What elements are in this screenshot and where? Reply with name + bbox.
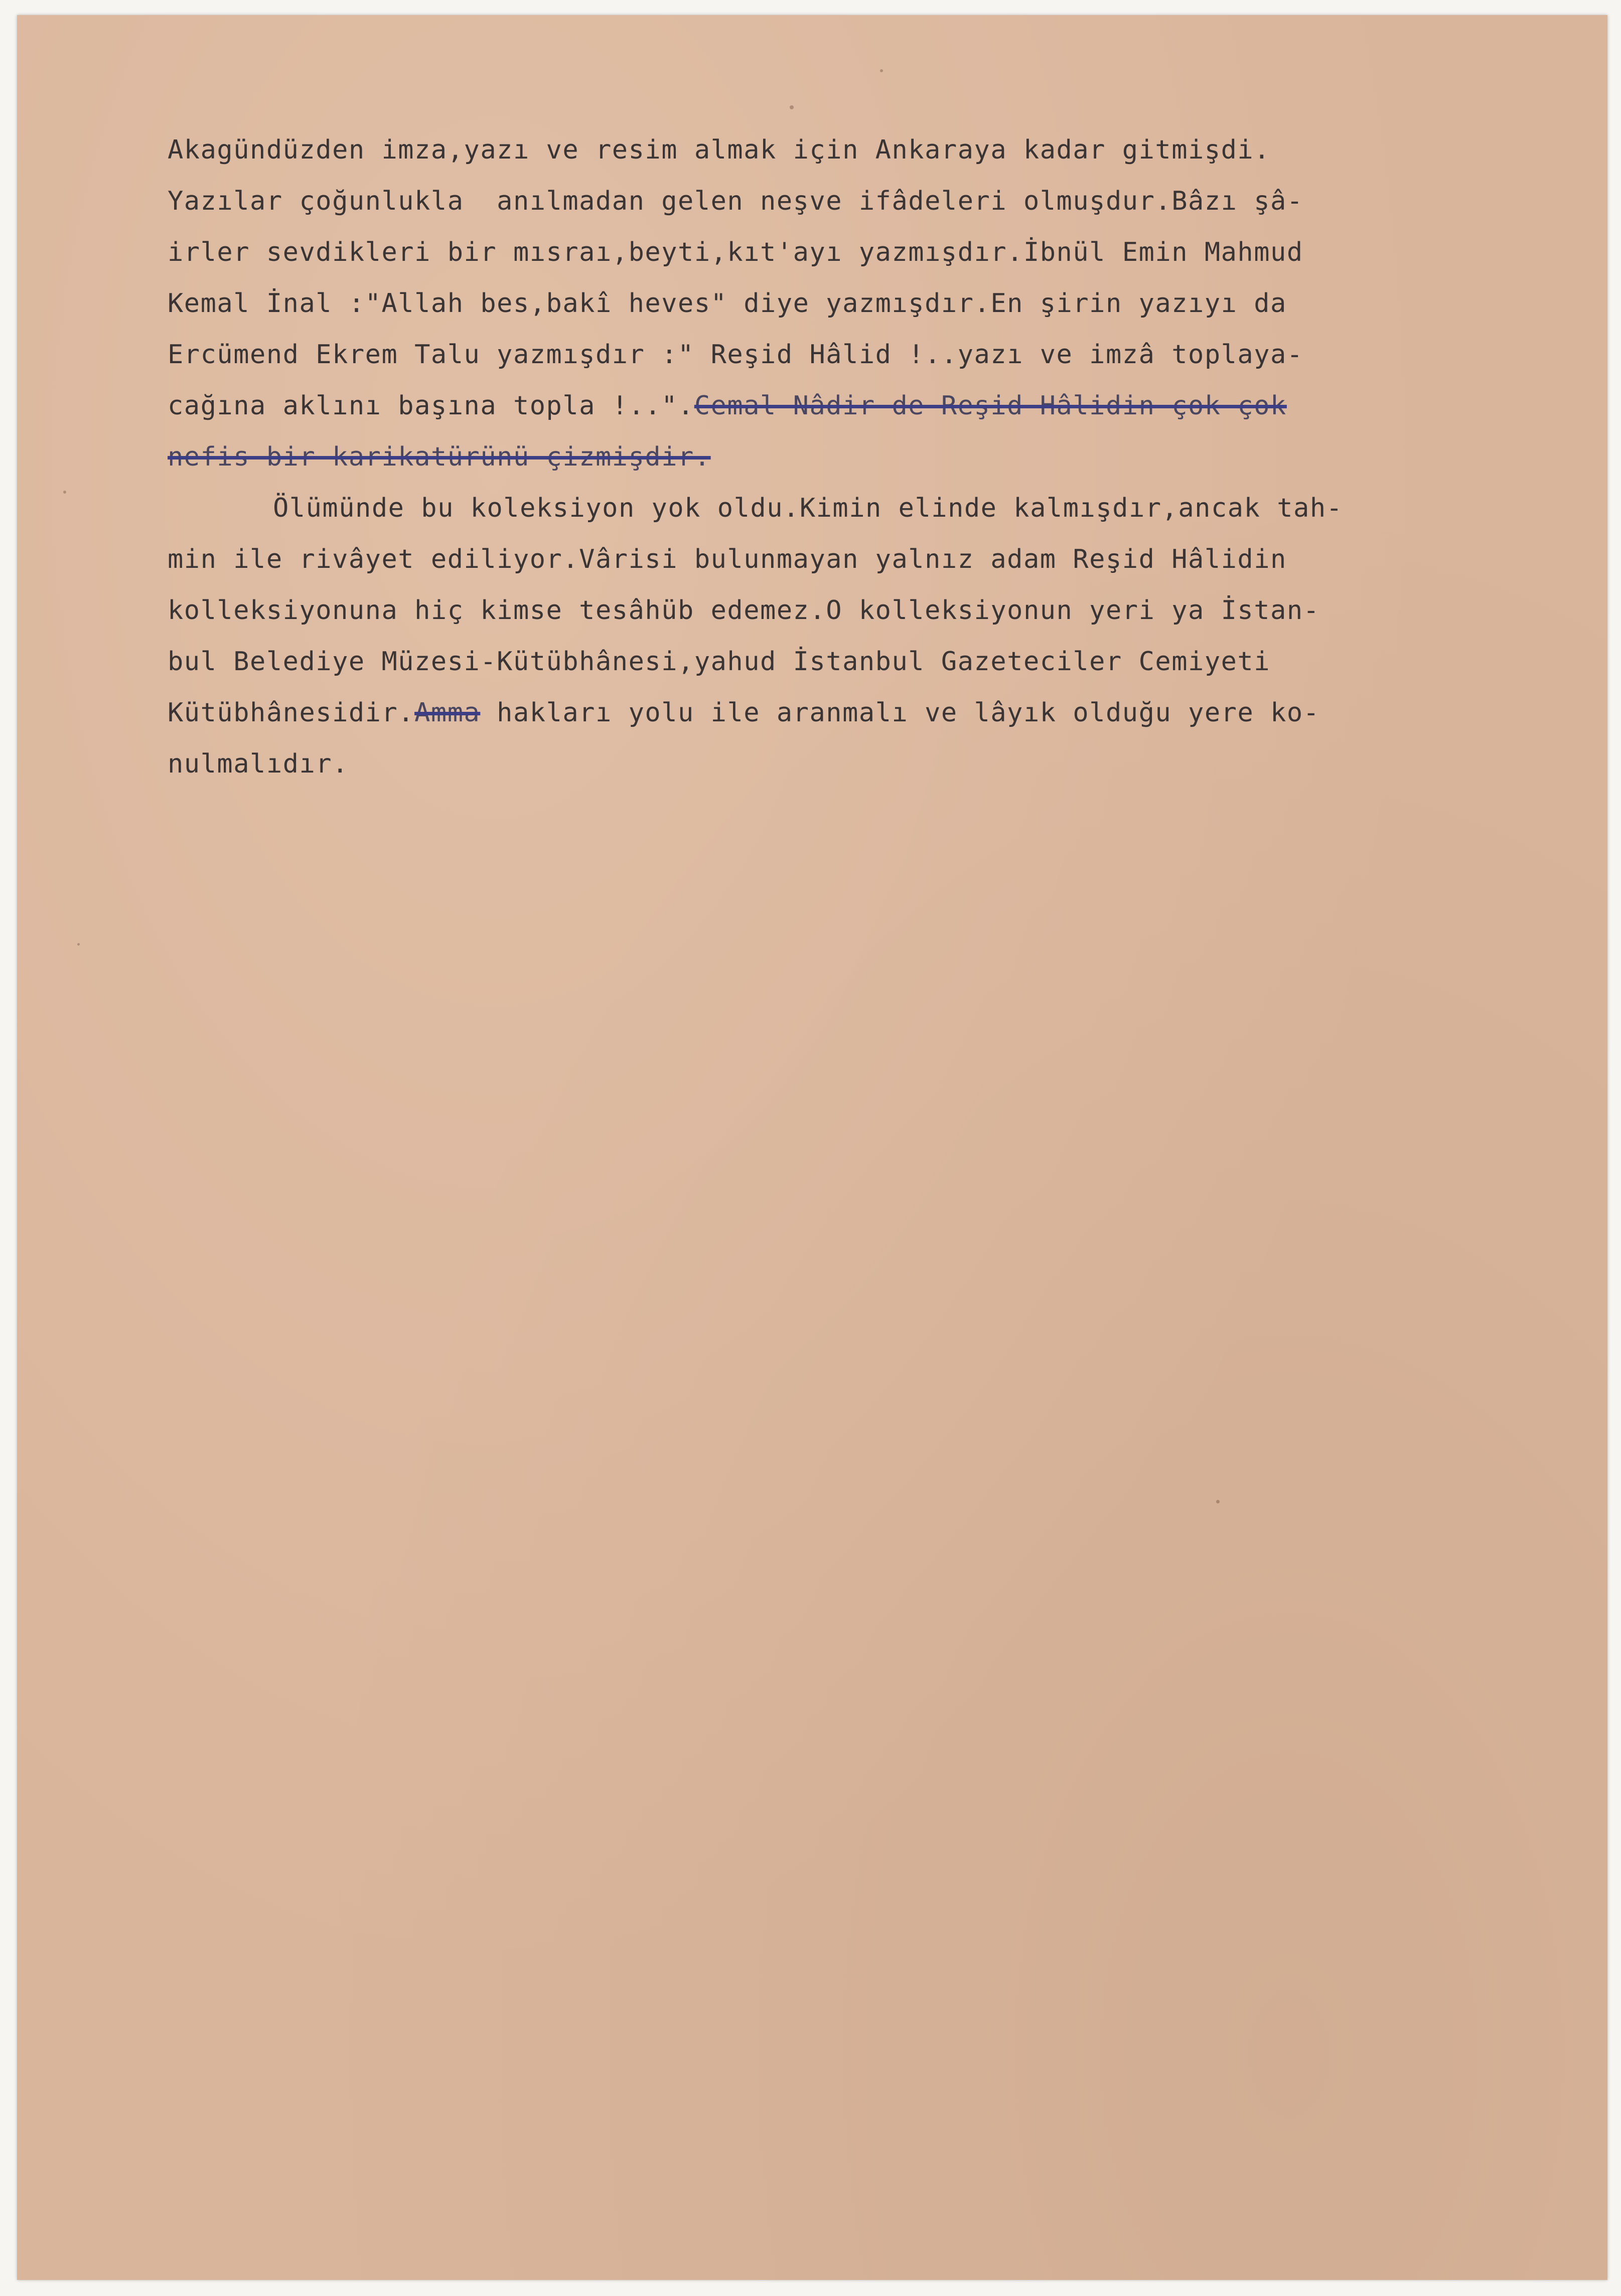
text-line: Akagündüzden imza,yazı ve resim almak için Ankaraya kadar gitmişdi. (168, 135, 1271, 165)
struck-text: nefis bir karikatürünü çizmişdir. (168, 442, 711, 472)
typewritten-page (17, 15, 1607, 2280)
struck-text: Amma (414, 698, 481, 728)
text-line (168, 687, 1602, 738)
text-line: nulmalıdır. (168, 749, 349, 779)
paper-speck (77, 943, 80, 946)
line-text-continued: hakları yolu ile aranmalı ve lâyık olduğu yere ko- (480, 698, 1320, 728)
line-text: Kütübhânesidir. (168, 698, 415, 728)
text-line: irler sevdikleri bir mısraı,beyti,kıt'ayı yazmışdır.İbnül Emin Mahmud (168, 237, 1303, 267)
line-text: cağına aklını başına topla !..". (168, 391, 694, 421)
paper-speck (880, 69, 883, 72)
paper-speck (1216, 1500, 1220, 1503)
paragraph-start-line: Ölümünde bu koleksiyon yok oldu.Kimin elinde kalmışdır,ancak tah- (273, 493, 1343, 523)
text-line (168, 380, 1602, 431)
struck-text: Cemal Nâdir de Reşid Hâlidin çok çok (694, 391, 1287, 421)
text-line: bul Belediye Müzesi-Kütübhânesi,yahud İstanbul Gazeteciler Cemiyeti (168, 647, 1271, 677)
paper-speck (63, 491, 66, 494)
text-line: Kemal İnal :"Allah bes,bakî heves" diye yazmışdır.En şirin yazıyı da (168, 288, 1287, 319)
text-line: kolleksiyonuna hiç kimse tesâhüb edemez.O kolleksiyonun yeri ya İstan- (168, 595, 1320, 626)
text-line: min ile rivâyet ediliyor.Vârisi bulunmayan yalnız adam Reşid Hâlidin (168, 544, 1287, 574)
text-line (168, 431, 1602, 483)
paper-speck (790, 105, 794, 109)
body-text (168, 124, 1602, 790)
text-line: Yazılar çoğunlukla anılmadan gelen neşve ifâdeleri olmuşdur.Bâzı şâ- (168, 186, 1303, 216)
text-line: Ercümend Ekrem Talu yazmışdır :" Reşid Hâlid !..yazı ve imzâ toplaya- (168, 340, 1303, 370)
